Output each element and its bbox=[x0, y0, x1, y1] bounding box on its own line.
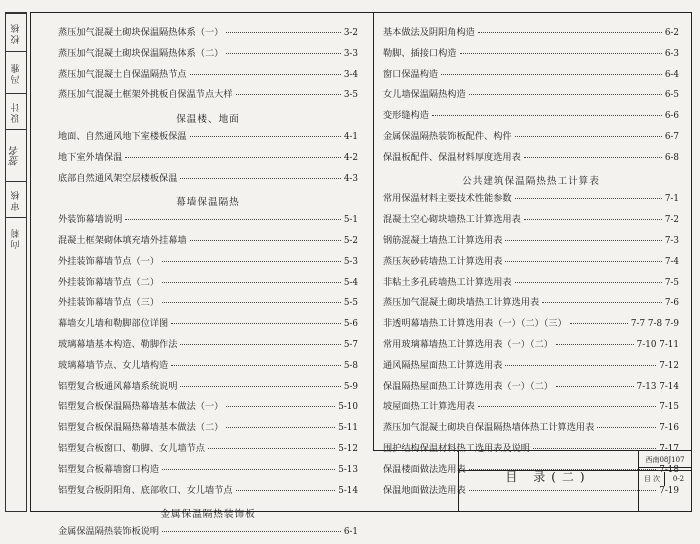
toc-entry-title: 勒脚、插接口构造 bbox=[383, 47, 457, 59]
dot-leader bbox=[162, 531, 341, 532]
toc-entry-title: 蒸压灰砂砖墙热工计算选用表 bbox=[383, 255, 503, 267]
toc-entry-page: 5-8 bbox=[343, 360, 358, 371]
toc-entry-page: 6-2 bbox=[664, 28, 679, 38]
section-heading: 金属保温隔热装饰板 bbox=[160, 508, 256, 520]
toc-entry-page: 7-5 bbox=[664, 277, 679, 288]
toc-entry-page: 7-1 bbox=[664, 194, 679, 205]
dot-leader bbox=[226, 53, 340, 54]
toc-entry[interactable] bbox=[383, 378, 679, 399]
dot-leader bbox=[505, 240, 661, 241]
toc-entry-page: 7-3 bbox=[664, 235, 679, 246]
toc-entry[interactable] bbox=[58, 66, 358, 87]
toc-entry-page: 5-3 bbox=[343, 256, 358, 267]
toc-entry-title: 蒸压加气混凝土砌块保温隔热体系（一） bbox=[58, 27, 224, 38]
toc-entry[interactable] bbox=[58, 24, 358, 45]
toc-entry-title: 保温地面做法选用表 bbox=[383, 484, 466, 496]
dot-leader bbox=[171, 365, 341, 366]
toc-entry-page: 3-2 bbox=[343, 28, 358, 38]
toc-entry-title: 非粘土多孔砖墙热工计算选用表 bbox=[383, 276, 512, 288]
dot-leader bbox=[432, 115, 662, 116]
toc-entry-title: 蒸压加气混凝土砌块墙热工计算选用表 bbox=[383, 297, 540, 309]
toc-entry-title: 铝塑复合板保温隔热幕墙基本做法（二） bbox=[58, 422, 224, 434]
toc-entry-page: 7-16 bbox=[659, 423, 679, 434]
toc-entry-title: 常用保温材料主要技术性能参数 bbox=[383, 193, 512, 205]
toc-entry-title: 混凝土空心砌块墙热工计算选用表 bbox=[383, 214, 521, 226]
toc-entry[interactable] bbox=[58, 523, 358, 544]
approval-sidebar bbox=[5, 12, 27, 512]
toc-entry[interactable] bbox=[58, 232, 358, 253]
toc-entry[interactable] bbox=[58, 253, 358, 274]
page-label: 目 次 bbox=[643, 475, 661, 483]
toc-entry-title: 外挂装饰幕墙节点（三） bbox=[58, 297, 160, 309]
toc-entry-page: 3-4 bbox=[343, 69, 358, 80]
toc-entry-page: 7-15 bbox=[659, 402, 679, 413]
toc-entry[interactable] bbox=[383, 24, 679, 45]
toc-entry-page: 6-7 bbox=[664, 131, 679, 142]
toc-entry-page: 5-1 bbox=[343, 215, 358, 226]
toc-entry[interactable] bbox=[58, 419, 358, 440]
atlas-number: 西南08J107 bbox=[638, 452, 692, 468]
toc-entry[interactable] bbox=[383, 190, 679, 211]
toc-entry-page: 7-17 bbox=[659, 443, 679, 454]
toc-entry-page: 7-6 bbox=[664, 298, 679, 309]
toc-entry-page: 5-13 bbox=[338, 464, 358, 475]
sidebar-cell: 校核 bbox=[6, 13, 26, 52]
page-title: 目 录(二) bbox=[505, 469, 591, 484]
dot-leader bbox=[180, 386, 340, 387]
toc-entry-page: 3-3 bbox=[343, 48, 358, 59]
dot-leader bbox=[171, 323, 341, 324]
toc-entry-page: 7-18 bbox=[659, 464, 679, 475]
toc-entry-page: 6-8 bbox=[664, 152, 679, 163]
toc-entry-title: 铝塑复合板阴阳角、底部收口、女儿墙节点 bbox=[58, 484, 233, 496]
toc-entry-page: 4-2 bbox=[343, 152, 358, 163]
toc-entry-title: 铝塑复合板窗口、勒脚、女儿墙节点 bbox=[58, 442, 205, 454]
dot-leader bbox=[597, 427, 656, 428]
toc-entry-page: 6-3 bbox=[664, 48, 679, 59]
section-heading: 保温楼、地面 bbox=[176, 113, 240, 125]
toc-entry-title: 坡屋面热工计算选用表 bbox=[383, 401, 475, 413]
toc-entry[interactable] bbox=[58, 274, 358, 295]
toc-entry[interactable] bbox=[58, 357, 358, 378]
dot-leader bbox=[226, 32, 340, 33]
toc-entry-title: 混凝土框架砌体填充墙外挂幕墙 bbox=[58, 234, 187, 246]
toc-entry[interactable] bbox=[383, 149, 679, 170]
dot-leader bbox=[441, 74, 662, 75]
toc-entry-title: 外挂装饰幕墙节点（二） bbox=[58, 276, 160, 288]
dot-leader bbox=[478, 32, 662, 33]
dot-leader bbox=[162, 261, 341, 262]
sidebar-cell: 审核 bbox=[6, 181, 26, 218]
toc-entry-page: 6-6 bbox=[664, 111, 679, 122]
toc-entry[interactable] bbox=[58, 398, 358, 419]
toc-entry-page: 5-5 bbox=[343, 298, 358, 309]
dot-leader bbox=[542, 302, 662, 303]
toc-entry-page: 6-5 bbox=[664, 90, 679, 101]
toc-entry[interactable] bbox=[58, 45, 358, 66]
toc-entry-title: 非透明幕墙热工计算选用表（一）（二）（三） bbox=[383, 318, 567, 330]
dot-leader bbox=[505, 261, 661, 262]
toc-entry-page: 7-4 bbox=[664, 256, 679, 267]
toc-entry-title: 铝塑复合板保温隔热幕墙基本做法（一） bbox=[58, 401, 224, 413]
dot-leader bbox=[515, 282, 662, 283]
toc-entry-title: 外装饰幕墙说明 bbox=[58, 214, 123, 226]
dot-leader bbox=[556, 386, 634, 387]
section-heading: 公共建筑保温隔热热工计算表 bbox=[462, 175, 600, 187]
section-heading: 幕墙保温隔热 bbox=[176, 196, 240, 208]
toc-entry-title: 保温隔热屋面热工计算选用表（一）（二） bbox=[383, 380, 553, 392]
toc-left-column bbox=[58, 24, 358, 544]
toc-entry[interactable] bbox=[58, 378, 358, 399]
toc-entry-title: 铝塑复合板幕墙窗口构造 bbox=[58, 463, 160, 475]
dot-leader bbox=[226, 406, 335, 407]
toc-entry-title: 变形缝构造 bbox=[383, 110, 429, 122]
toc-entry-page: 5-7 bbox=[343, 339, 358, 350]
toc-entry-page: 7-2 bbox=[664, 215, 679, 226]
toc-entry-page: 7-10 7-11 bbox=[636, 339, 679, 350]
toc-entry-title: 玻璃幕墙节点、女儿墙构造 bbox=[58, 359, 169, 371]
dot-leader bbox=[190, 74, 341, 75]
dot-leader bbox=[236, 94, 341, 95]
toc-entry-title: 保温板配件、保温材料厚度选用表 bbox=[383, 151, 521, 163]
dot-leader bbox=[524, 219, 662, 220]
sidebar-cell: 向莉 bbox=[6, 217, 26, 258]
toc-entry[interactable] bbox=[383, 253, 679, 274]
toc-entry[interactable] bbox=[383, 398, 679, 419]
toc-entry[interactable] bbox=[58, 211, 358, 232]
toc-entry[interactable] bbox=[383, 336, 679, 357]
toc-entry-page: 3-5 bbox=[343, 90, 358, 101]
sidebar-cell: 冯雅 bbox=[6, 51, 26, 94]
dot-leader bbox=[162, 282, 341, 283]
toc-entry-title: 通风隔热屋面热工计算选用表 bbox=[383, 359, 503, 371]
toc-entry[interactable] bbox=[58, 170, 358, 191]
toc-entry-title: 地下室外墙保温 bbox=[58, 151, 123, 163]
toc-entry-title: 蒸压加气混凝土砌块自保温隔热墙体热工计算选用表 bbox=[383, 422, 595, 434]
toc-entry-title: 基本做法及阴阳角构造 bbox=[383, 27, 475, 38]
dot-leader bbox=[570, 323, 628, 324]
dot-leader bbox=[180, 178, 340, 179]
toc-entry-page: 7-7 7-8 7-9 bbox=[630, 319, 679, 330]
dot-leader bbox=[208, 448, 335, 449]
toc-entry-title: 常用玻璃幕墙热工计算选用表（一）（二） bbox=[383, 338, 553, 350]
dot-leader bbox=[190, 240, 341, 241]
toc-entry[interactable] bbox=[383, 211, 679, 232]
toc-entry[interactable] bbox=[383, 45, 679, 66]
dot-leader bbox=[460, 53, 662, 54]
dot-leader bbox=[162, 469, 335, 470]
toc-entry-page: 5-6 bbox=[343, 319, 358, 330]
toc-entry-page: 7-13 7-14 bbox=[636, 381, 679, 392]
toc-entry-title: 蒸压加气混凝土框架外挑板自保温节点大样 bbox=[58, 89, 233, 101]
dot-leader bbox=[515, 198, 662, 199]
toc-entry-title: 外挂装饰幕墙节点（一） bbox=[58, 255, 160, 267]
toc-entry-page: 6-1 bbox=[343, 527, 358, 538]
toc-entry[interactable] bbox=[58, 461, 358, 482]
toc-entry[interactable] bbox=[383, 66, 679, 87]
dot-leader bbox=[162, 302, 341, 303]
toc-entry[interactable] bbox=[383, 86, 679, 107]
toc-right-column bbox=[383, 24, 679, 502]
toc-entry-title: 底部自然通风架空层楼板保温 bbox=[58, 172, 178, 184]
toc-entry-title: 地面、自然通风地下室楼板保温 bbox=[58, 130, 187, 142]
dot-leader bbox=[469, 94, 662, 95]
toc-entry-page: 7-19 bbox=[659, 485, 679, 496]
toc-entry[interactable] bbox=[58, 128, 358, 149]
toc-entry-title: 围护结构保温材料热工选用表及说明 bbox=[383, 442, 530, 454]
dot-leader bbox=[180, 344, 340, 345]
toc-entry-page: 7-12 bbox=[659, 360, 679, 371]
sidebar-cell: 签名 bbox=[6, 129, 26, 182]
dot-leader bbox=[524, 157, 662, 158]
dot-leader bbox=[226, 427, 335, 428]
dot-leader bbox=[236, 490, 336, 491]
page-number: 0-2 bbox=[664, 472, 692, 486]
toc-entry-page: 4-1 bbox=[343, 131, 358, 142]
toc-entry[interactable] bbox=[383, 232, 679, 253]
dot-leader bbox=[190, 136, 341, 137]
dot-leader bbox=[556, 344, 634, 345]
column-divider bbox=[373, 12, 374, 450]
toc-entry[interactable] bbox=[58, 86, 358, 107]
toc-entry[interactable] bbox=[58, 482, 358, 503]
toc-entry[interactable] bbox=[383, 357, 679, 378]
toc-entry[interactable] bbox=[383, 128, 679, 149]
toc-entry[interactable] bbox=[383, 294, 679, 315]
toc-entry-title: 幕墙女儿墙和勒脚部位详图 bbox=[58, 318, 169, 330]
toc-entry[interactable] bbox=[383, 107, 679, 128]
toc-entry[interactable] bbox=[58, 315, 358, 336]
toc-entry-page: 5-14 bbox=[338, 485, 358, 496]
toc-entry-page: 5-4 bbox=[343, 277, 358, 288]
toc-entry[interactable] bbox=[58, 294, 358, 315]
toc-entry-title: 蒸压加气混凝土自保温隔热节点 bbox=[58, 68, 187, 80]
toc-entry-page: 4-3 bbox=[343, 173, 358, 184]
toc-entry-title: 金属保温隔热装饰板说明 bbox=[58, 526, 160, 538]
toc-entry-title: 铝塑复合板通风幕墙系统说明 bbox=[58, 380, 178, 392]
toc-entry-page: 5-9 bbox=[343, 381, 358, 392]
toc-entry[interactable] bbox=[58, 336, 358, 357]
dot-leader bbox=[515, 136, 662, 137]
toc-entry-page: 6-4 bbox=[664, 69, 679, 80]
toc-entry[interactable] bbox=[383, 274, 679, 295]
toc-entry-title: 玻璃幕墙基本构造、勒脚作法 bbox=[58, 338, 178, 350]
toc-entry[interactable] bbox=[58, 440, 358, 461]
dot-leader bbox=[125, 157, 341, 158]
toc-entry-title: 窗口保温构造 bbox=[383, 68, 439, 80]
toc-entry[interactable] bbox=[383, 419, 679, 440]
toc-entry-title: 女儿墙保温隔热构造 bbox=[383, 89, 466, 101]
dot-leader bbox=[125, 219, 341, 220]
toc-entry-page: 5-2 bbox=[343, 235, 358, 246]
toc-entry-page: 5-12 bbox=[338, 443, 358, 454]
toc-entry-title: 保温楼面做法选用表 bbox=[383, 463, 466, 475]
toc-entry-title: 金属保温隔热装饰板配件、构件 bbox=[383, 130, 512, 142]
sidebar-cell: 设计 bbox=[6, 93, 26, 130]
toc-entry-title: 蒸压加气混凝土砌块保温隔热体系（二） bbox=[58, 47, 224, 59]
dot-leader bbox=[533, 448, 656, 449]
toc-entry-page: 5-10 bbox=[338, 402, 358, 413]
toc-entry[interactable] bbox=[58, 149, 358, 170]
dot-leader bbox=[478, 406, 656, 407]
toc-entry[interactable] bbox=[383, 315, 679, 336]
toc-entry-page: 5-11 bbox=[338, 423, 358, 434]
dot-leader bbox=[505, 365, 656, 366]
toc-entry-title: 钢筋混凝土墙热工计算选用表 bbox=[383, 234, 503, 246]
